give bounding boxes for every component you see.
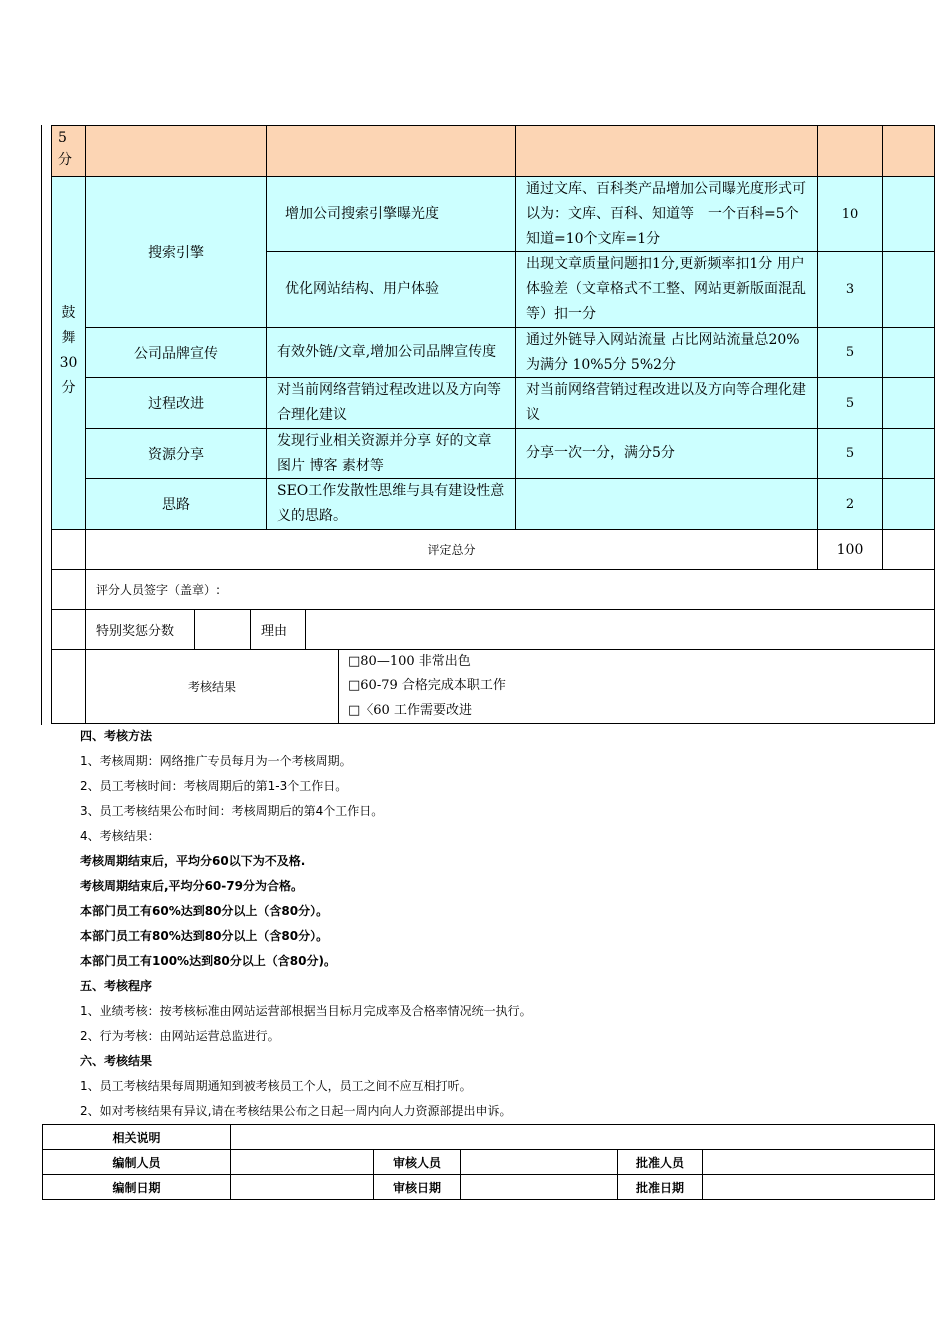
section-4-title: 四、考核方法 [80,729,153,743]
score-text-3: 5 [845,345,855,360]
total-label-cell [85,529,818,570]
category-label: 鼓 舞 30 分 [59,305,78,396]
result-option-1[interactable]: □80—100 非常出色 [348,654,471,669]
section-4-item-4: 4、考核结果： [80,829,160,843]
related-label-cell [42,1124,231,1150]
score-cell-3 [817,327,883,378]
signature-left-cell [51,569,86,610]
table-left-border [41,125,42,725]
total-value: 100 [836,541,864,558]
approve-date-label-cell [617,1174,703,1200]
total-left-cell [51,529,86,570]
item-brand [85,327,267,378]
content-text-2: 优化网站结构、用户体验 [285,281,439,297]
section-5-title: 五、考核程序 [80,979,153,993]
extra-cell-3 [882,327,935,378]
approve-date-label: 批准日期 [635,1180,684,1195]
related-value-cell[interactable] [230,1124,935,1150]
editor-label: 编制人员 [112,1155,161,1170]
result-label-cell [85,649,339,724]
section-6-item-1: 1、员工考核结果每周期通知到被考核员工个人，员工之间不应互相打听。 [80,1079,472,1093]
score-text-4: 5 [845,395,855,411]
reviewer-label: 审核人员 [392,1155,441,1170]
score-cell-4 [817,377,883,429]
result-rule-2: 考核周期结束后,平均分60-79分为合格。 [80,879,303,893]
item-brand-label: 公司品牌宣传 [134,345,218,362]
content-text-1: 增加公司搜索引擎曝光度 [285,205,439,222]
content-cell-4 [266,377,516,429]
score-cell-6 [817,478,883,530]
section-6-title: 六、考核结果 [80,1054,153,1068]
total-extra-cell [882,529,935,570]
standard-text-3: 通过外链导入网站流量 占比网站流量总20%为满分 10%5分 5%2分 [526,331,800,373]
standard-cell-3 [515,327,818,378]
item-thinking-label: 思路 [162,497,190,513]
item-process-label: 过程改进 [148,396,204,412]
content-cell-5 [266,428,516,479]
item-resource [85,428,267,479]
score-text-1: 10 [841,206,859,222]
total-value-cell [817,529,883,570]
special-left-cell [51,609,86,650]
review-date-value-cell[interactable] [460,1174,618,1200]
top-row-cell-4 [515,125,818,177]
related-label: 相关说明 [112,1130,161,1145]
reviewer-value-cell[interactable] [460,1149,618,1175]
standard-text-1: 通过文库、百科类产品增加公司曝光度形式可以为：文库、百科、知道等 一个百科=5个知道=10个文库=1分 [526,180,806,247]
signature-cell[interactable] [85,569,935,610]
item-search-engine [85,176,267,328]
special-label-cell [85,609,195,650]
item-resource-label: 资源分享 [148,446,204,463]
approver-value-cell[interactable] [702,1149,935,1175]
item-process [85,377,267,429]
section-6-item-2: 2、如对考核结果有异议,请在考核结果公布之日起一周内向人力资源部提出申诉。 [80,1104,512,1118]
reviewer-label-cell [373,1149,461,1175]
total-label: 评定总分 [427,543,476,557]
result-left-cell [51,649,86,724]
score-text-2: 3 [845,282,855,297]
section-4-item-3: 3、员工考核结果公布时间：考核周期后的第4个工作日。 [80,804,384,818]
edit-date-label: 编制日期 [112,1180,161,1195]
score-cell-1 [817,176,883,252]
extra-cell-2 [882,251,935,328]
review-date-label: 审核日期 [392,1180,441,1195]
section-4-item-2: 2、员工考核时间：考核周期后的第1-3个工作日。 [80,779,348,793]
content-cell-3 [266,327,516,378]
result-option-3[interactable]: □〈60 工作需要改进 [348,703,472,718]
top-row-cell-6 [882,125,935,177]
review-date-label-cell [373,1174,461,1200]
extra-cell-6 [882,478,935,530]
section-4-item-1: 1、考核周期：网络推广专员每月为一个考核周期。 [80,754,352,768]
approver-label-cell [617,1149,703,1175]
content-text-3: 有效外链/文章,增加公司品牌宣传度 [277,344,497,360]
extra-cell-5 [882,428,935,479]
editor-label-cell [42,1149,231,1175]
score-cell-5 [817,428,883,479]
item-thinking [85,478,267,530]
top-row-cell-2 [85,125,267,177]
standard-cell-4 [515,377,818,429]
top-row-cell-5 [817,125,883,177]
score-text-5: 5 [845,446,855,461]
content-text-4: 对当前网络营销过程改进以及方向等合理化建议 [277,382,501,423]
edit-date-label-cell [42,1174,231,1200]
edit-date-value-cell[interactable] [230,1174,374,1200]
score-cell-2 [817,251,883,328]
reason-label: 理由 [261,624,288,639]
approve-date-value-cell[interactable] [702,1174,935,1200]
result-option-2[interactable]: □60-79 合格完成本职工作 [348,678,506,693]
extra-cell-4 [882,377,935,429]
editor-value-cell[interactable] [230,1149,374,1175]
standard-cell-6 [515,478,818,530]
content-cell-1 [266,176,516,252]
special-label: 特别奖惩分数 [96,624,175,639]
result-label: 考核结果 [187,680,236,694]
standard-cell-2 [515,251,818,328]
top-row-cell-3 [266,125,516,177]
result-rule-1: 考核周期结束后，平均分60以下为不及格. [80,854,306,868]
section-5-item-2: 2、行为考核：由网站运营总监进行。 [80,1029,280,1043]
content-text-5: 发现行业相关资源并分享 好的文章 图片 博客 素材等 [277,432,492,474]
content-cell-2 [266,251,516,328]
reason-value-cell[interactable] [305,609,935,650]
reason-label-cell [250,609,306,650]
standard-cell-1 [515,176,818,252]
standard-text-2: 出现文章质量问题扣1分,更新频率扣1分 用户体验差（文章格式不工整、网站更新版面混乱等）扣一分 [526,256,806,322]
top-row-score-label: 5 分 [58,130,72,168]
content-cell-6 [266,478,516,530]
special-value-cell[interactable] [194,609,251,650]
section-5-item-1: 1、业绩考核：按考核标准由网站运营部根据当目标月完成率及合格率情况统一执行。 [80,1004,532,1018]
item-search-engine-label: 搜索引擎 [148,245,204,261]
standard-text-4: 对当前网络营销过程改进以及方向等合理化建议 [526,382,806,423]
result-rule-5: 本部门员工有100%达到80分以上（含80分)。 [80,954,336,968]
score-text-6: 2 [845,496,855,512]
standard-text-5: 分享一次一分，满分5分 [526,445,675,461]
approver-label: 批准人员 [635,1155,684,1170]
standard-cell-5 [515,428,818,479]
content-text-6: SEO工作发散性思维与具有建设性意义的思路。 [277,483,505,524]
result-rule-4: 本部门员工有80%达到80分以上（含80分）。 [80,929,329,943]
signature-label: 评分人员签字（盖章）: [96,583,221,597]
extra-cell-1 [882,176,935,252]
result-rule-3: 本部门员工有60%达到80分以上（含80分）。 [80,904,329,918]
